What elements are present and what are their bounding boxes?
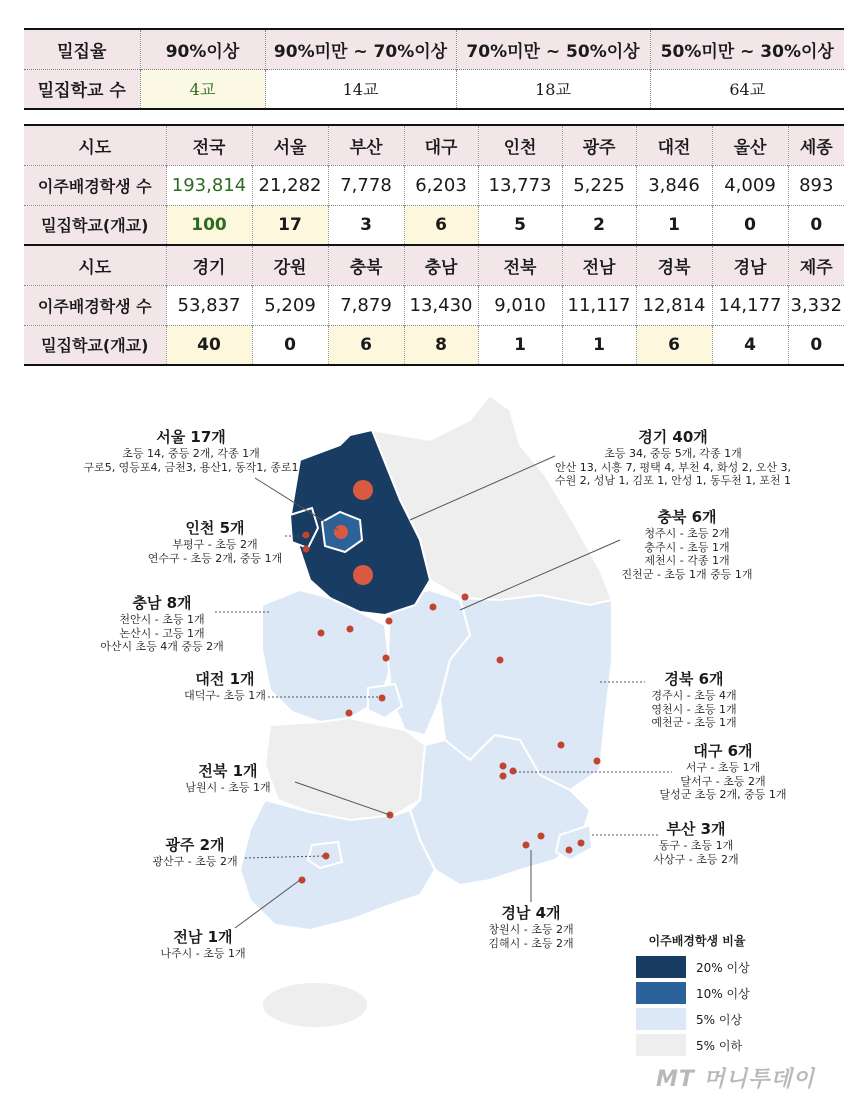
legend-label: 5% 이상 [696,1012,743,1027]
range-70-90: 90%미만 ~ 70%이상 [265,29,456,69]
school-count: 4 [712,325,788,365]
region-name: 경북 [636,245,712,285]
map-label-title: 경기 40개 [638,428,708,446]
student-count: 193,814 [166,165,252,205]
student-count: 13,430 [404,285,478,325]
school-count: 0 [252,325,328,365]
region-name: 전북 [478,245,562,285]
student-count: 9,010 [478,285,562,325]
legend-swatch [636,956,686,978]
map-label-gwangju [140,836,250,869]
map-label-chungnam [92,594,232,654]
legend-item [636,1007,758,1031]
map-label-seoul [76,428,306,474]
count-70-90: 14교 [265,69,456,109]
school-dot [500,773,507,780]
legend-label: 20% 이상 [696,960,750,975]
map-label-line: 대덕구- 초등 1개 [184,688,266,702]
big-dot-gyeonggi-south [353,565,373,585]
school-dot [523,842,530,849]
map-label-title: 광주 2개 [165,836,225,854]
map-label-line: 달서구 - 초등 2개 [680,774,766,788]
map-label-chungbuk [612,508,762,582]
map-label-title: 경남 4개 [501,904,561,922]
map-label-title: 충남 8개 [132,594,192,612]
map-label-jeonbuk [168,762,288,795]
student-count: 7,778 [328,165,404,205]
region-name: 세종 [788,125,844,165]
map-label-title: 대전 1개 [195,670,255,688]
map-label-line: 예천군 - 초등 1개 [651,716,737,730]
count-30-50: 64교 [650,69,844,109]
map-label-line: 김해시 - 초등 2개 [488,936,574,950]
legend-item [636,1033,758,1057]
region-jeju [263,983,367,1027]
count-50-70: 18교 [456,69,650,109]
map-label-line: 광산구 - 초등 2개 [152,854,238,868]
school-count: 5 [478,205,562,245]
map-label-line: 경주시 - 초등 4개 [651,688,737,702]
school-count: 0 [712,205,788,245]
schools-row-label: 밀집학교(개교) [24,205,166,245]
student-count: 5,209 [252,285,328,325]
map-label-line: 서구 - 초등 1개 [685,760,761,774]
map-label-line: 연수구 - 초등 2개, 중등 1개 [147,551,283,565]
school-count: 1 [636,205,712,245]
map-label-line: 부평구 - 초등 2개 [172,537,258,551]
legend-item [636,955,758,979]
region-name: 울산 [712,125,788,165]
school-count: 40 [166,325,252,365]
legend-swatch [636,1034,686,1056]
school-count: 100 [166,205,252,245]
legend-label: 10% 이상 [696,986,750,1001]
school-dot [318,630,325,637]
map-label-title: 부산 3개 [666,820,726,838]
student-count: 4,009 [712,165,788,205]
region-name: 강원 [252,245,328,285]
map-label-line: 아산시 초등 4개 중등 2개 [100,640,224,654]
region-header-label: 시도 [24,245,166,285]
school-count: 6 [404,205,478,245]
map-label-title: 서울 17개 [156,428,226,446]
school-dot [462,594,469,601]
school-count: 6 [636,325,712,365]
school-dot [510,768,517,775]
legend-swatch [636,982,686,1004]
school-count: 1 [478,325,562,365]
map-label-gyeongnam [472,904,590,950]
map-label-line: 청주시 - 초등 2개 [644,526,730,540]
school-dot [500,763,507,770]
map-label-line: 안산 13, 시흥 7, 평택 4, 부천 4, 화성 2, 오산 3, [555,460,791,474]
range-30-50: 50%미만 ~ 30%이상 [650,29,844,69]
region-name: 광주 [562,125,636,165]
map-label-jeonnam [148,928,258,961]
student-count: 7,879 [328,285,404,325]
region-jeonnam [240,800,435,930]
region-name: 경기 [166,245,252,285]
school-count: 3 [328,205,404,245]
map-label-title: 충북 6개 [657,508,717,526]
school-count: 8 [404,325,478,365]
legend-label: 5% 이하 [696,1038,743,1053]
region-name: 충남 [404,245,478,285]
student-count: 3,332 [788,285,844,325]
map-label-line: 구로5, 영등포4, 금천3, 용산1, 동작1, 종로1 [83,460,299,474]
big-dot-seoul [334,525,348,539]
school-count: 0 [788,325,844,365]
region-name: 서울 [252,125,328,165]
map-label-line: 충주시 - 초등 1개 [644,540,730,554]
map-label-line: 초등 34, 중등 5개, 각종 1개 [604,446,742,460]
map-label-line: 천안시 - 초등 1개 [119,612,205,626]
student-count: 53,837 [166,285,252,325]
school-count: 17 [252,205,328,245]
student-count: 13,773 [478,165,562,205]
school-count: 6 [328,325,404,365]
map-label-title: 전북 1개 [198,762,258,780]
map-label-line: 달성군 초등 2개, 중등 1개 [659,788,787,802]
student-count: 11,117 [562,285,636,325]
count-90-plus: 4교 [140,69,265,109]
student-count: 6,203 [404,165,478,205]
map-label-line: 수원 2, 성남 1, 김포 1, 안성 1, 동두천 1, 포천 1 [554,474,792,488]
region-name: 대전 [636,125,712,165]
map-label-line: 진천군 - 초등 1개 중등 1개 [621,568,753,581]
region-name: 제주 [788,245,844,285]
school-count: 1 [562,325,636,365]
school-dot [497,657,504,664]
density-table [24,28,844,110]
map-label-line: 영천시 - 초등 1개 [651,702,737,716]
school-dot [558,742,565,749]
map-label-title: 대구 6개 [693,742,753,760]
map-label-busan [636,820,756,866]
region-name: 인천 [478,125,562,165]
student-count: 12,814 [636,285,712,325]
region-name: 부산 [328,125,404,165]
school-dot [538,833,545,840]
region-jeonbuk [265,718,425,820]
density-row-label: 밀집율 [24,29,140,69]
map-label-line: 초등 14, 중등 2개, 각종 1개 [122,446,260,460]
student-count: 3,846 [636,165,712,205]
legend-swatch [636,1008,686,1030]
school-dot [323,853,330,860]
student-count: 893 [788,165,844,205]
region-table [24,124,844,366]
legend-title: 이주배경학생 비율 [648,934,746,948]
count-row-label: 밀집학교 수 [24,69,140,109]
student-count: 21,282 [252,165,328,205]
schools-row-label: 밀집학교(개교) [24,325,166,365]
map-label-title: 인천 5개 [185,519,245,537]
region-name: 대구 [404,125,478,165]
school-dot [386,618,393,625]
map-label-line: 논산시 - 고등 1개 [119,626,205,640]
range-50-70: 70%미만 ~ 50%이상 [456,29,650,69]
map-label-gyeongbuk [636,670,752,730]
students-row-label: 이주배경학생 수 [24,285,166,325]
school-dot [346,710,353,717]
map-label-incheon [140,519,290,565]
map-label-daegu [648,742,798,802]
map-label-line: 사상구 - 초등 2개 [653,852,739,866]
watermark-logo: MT 머니투데이 [656,1067,815,1092]
map-label-gyeonggi [552,428,794,488]
big-dot-gyeonggi-north [353,480,373,500]
school-dot [347,626,354,633]
student-count: 14,177 [712,285,788,325]
region-name: 충북 [328,245,404,285]
region-name: 전남 [562,245,636,285]
school-dot [430,604,437,611]
map-label-title: 전남 1개 [173,928,233,946]
school-count: 0 [788,205,844,245]
school-dot [379,695,386,702]
students-row-label: 이주배경학생 수 [24,165,166,205]
region-name: 전국 [166,125,252,165]
region-header-label: 시도 [24,125,166,165]
school-dot [383,655,390,662]
map-label-line: 제천시 - 각종 1개 [644,554,730,568]
region-name: 경남 [712,245,788,285]
student-count: 5,225 [562,165,636,205]
school-dot [578,840,585,847]
map-label-title: 경북 6개 [664,670,724,688]
legend-item [636,981,758,1005]
map-label-line: 동구 - 초등 1개 [658,838,734,852]
school-dot [566,847,573,854]
school-dot [594,758,601,765]
range-90-plus: 90%이상 [140,29,265,69]
map-legend [636,932,758,1059]
school-count: 2 [562,205,636,245]
map-label-line: 나주시 - 초등 1개 [160,946,246,960]
school-dot [303,532,310,539]
map-label-line: 창원시 - 초등 2개 [488,922,574,936]
map-label-line: 남원시 - 초등 1개 [185,780,271,794]
map-label-daejeon [170,670,280,703]
